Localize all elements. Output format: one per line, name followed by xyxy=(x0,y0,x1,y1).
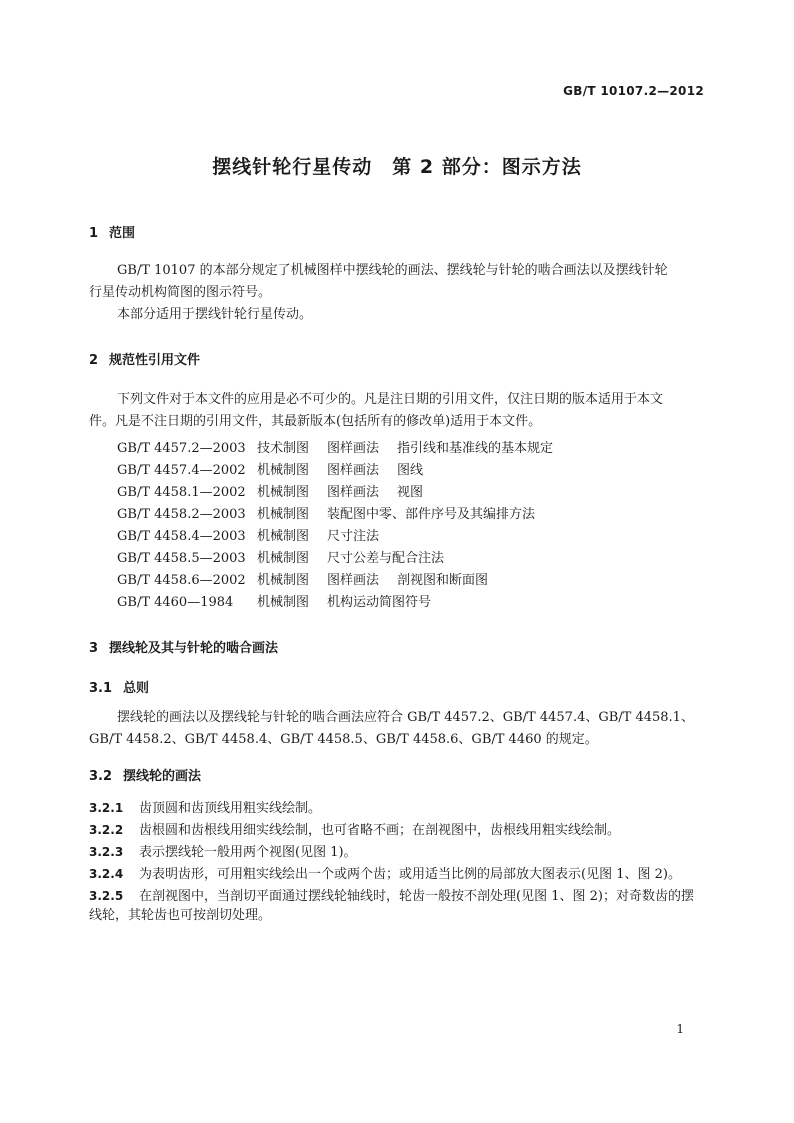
clause-text: 表示摆线轮一般用两个视图(见图 1)。 xyxy=(139,845,357,860)
paragraph-line: 本部分适用于摆线针轮行星传动。 xyxy=(117,307,313,322)
reference-title-part: 技术制图 xyxy=(257,441,310,456)
section-3-1-heading xyxy=(89,677,149,696)
reference-title-part: 机构运动简图符号 xyxy=(327,595,432,610)
reference-item xyxy=(117,547,444,566)
reference-item xyxy=(117,569,488,588)
clause-text: 在剖视图中，当剖切平面通过摆线轮轴线时，轮齿一般按不剖处理(见图 1、图 2)；对奇数齿的摆 xyxy=(139,889,694,904)
reference-item xyxy=(117,525,379,544)
clause-text: 齿根圆和齿根线用细实线绘制，也可省略不画；在剖视图中，齿根线用粗实线绘制。 xyxy=(139,823,621,838)
reference-title-part: 图线 xyxy=(397,463,424,478)
reference-code: GB/T 4458.5—2003 xyxy=(117,551,246,566)
clause-text: 齿顶圆和齿顶线用粗实线绘制。 xyxy=(139,801,322,816)
section-title: 摆线轮及其与针轮的啮合画法 xyxy=(109,641,279,656)
reference-title-part: 机械制图 xyxy=(257,551,310,566)
paragraph-line: 下列文件对于本文件的应用是必不可少的。凡是注日期的引用文件，仅注日期的版本适用于本文 xyxy=(117,392,664,407)
reference-item xyxy=(117,437,553,456)
reference-title-part: 机械制图 xyxy=(257,595,310,610)
clause-number: 3.2.3 xyxy=(89,845,124,859)
clause-3-2-5 xyxy=(89,885,694,904)
reference-title-part: 尺寸注法 xyxy=(327,529,380,544)
reference-title-part: 图样画法 xyxy=(327,573,380,588)
section-title: 规范性引用文件 xyxy=(109,353,201,368)
reference-title-part: 尺寸公差与配合注法 xyxy=(327,551,445,566)
section-3-2-heading xyxy=(89,765,201,784)
section-title: 摆线轮的画法 xyxy=(123,769,202,784)
reference-item xyxy=(117,481,423,500)
section-2-heading xyxy=(89,349,200,368)
paragraph-line: 件。凡是不注日期的引用文件，其最新版本(包括所有的修改单)适用于本文件。 xyxy=(89,414,542,429)
paragraph-line: GB/T 10107 的本部分规定了机械图样中摆线轮的画法、摆线轮与针轮的啮合画法以及摆线针轮 xyxy=(117,263,668,278)
reference-title-part: 机械制图 xyxy=(257,485,310,500)
paragraph-line: 行星传动机构简图的图示符号。 xyxy=(89,285,272,300)
reference-title-part: 图样画法 xyxy=(327,485,380,500)
page-number: 1 xyxy=(676,1022,684,1036)
reference-code: GB/T 4460—1984 xyxy=(117,595,234,610)
reference-code: GB/T 4457.4—2002 xyxy=(117,463,246,478)
clause-number: 3.2.5 xyxy=(89,889,124,903)
clause-3-2-2 xyxy=(89,819,620,838)
reference-code: GB/T 4458.4—2003 xyxy=(117,529,246,544)
reference-title-part: 图样画法 xyxy=(327,441,380,456)
reference-item xyxy=(117,459,423,478)
paragraph-line: GB/T 4458.2、GB/T 4458.4、GB/T 4458.5、GB/T 4458.6、GB/T 4460 的规定。 xyxy=(89,732,598,747)
section-number: 3.2 xyxy=(89,769,113,784)
section-title: 范围 xyxy=(109,226,136,241)
section-number: 1 xyxy=(89,226,99,241)
reference-code: GB/T 4457.2—2003 xyxy=(117,441,246,456)
section-title: 总则 xyxy=(123,681,150,696)
clause-3-2-1 xyxy=(89,797,321,816)
reference-title-part: 剖视图和断面图 xyxy=(397,573,489,588)
clause-text: 为表明齿形，可用粗实线绘出一个或两个齿；或用适当比例的局部放大图表示(见图 1、图 2)。 xyxy=(139,867,681,882)
section-1-heading xyxy=(89,222,135,241)
section-number: 2 xyxy=(89,353,99,368)
paragraph-line: 摆线轮的画法以及摆线轮与针轮的啮合画法应符合 GB/T 4457.2、GB/T 4457.4、GB/T 4458.1、 xyxy=(117,710,694,725)
clause-number: 3.2.4 xyxy=(89,867,124,881)
reference-title-part: 图样画法 xyxy=(327,463,380,478)
section-3-heading xyxy=(89,637,278,656)
reference-title-part: 机械制图 xyxy=(257,463,310,478)
section-number: 3 xyxy=(89,641,99,656)
reference-code: GB/T 4458.1—2002 xyxy=(117,485,246,500)
reference-title-part: 装配图中零、部件序号及其编排方法 xyxy=(327,507,536,522)
paragraph-line: 线轮，其轮齿也可按剖切处理。 xyxy=(89,908,272,923)
reference-code: GB/T 4458.6—2002 xyxy=(117,573,246,588)
clause-number: 3.2.1 xyxy=(89,801,124,815)
reference-title-part: 机械制图 xyxy=(257,573,310,588)
clause-number: 3.2.2 xyxy=(89,823,124,837)
reference-code: GB/T 4458.2—2003 xyxy=(117,507,246,522)
reference-title-part: 机械制图 xyxy=(257,529,310,544)
standard-number: GB/T 10107.2—2012 xyxy=(563,84,704,98)
reference-item xyxy=(117,503,535,522)
clause-3-2-4 xyxy=(89,863,681,882)
clause-3-2-3 xyxy=(89,841,357,860)
reference-title-part: 视图 xyxy=(397,485,424,500)
reference-title-part: 机械制图 xyxy=(257,507,310,522)
section-number: 3.1 xyxy=(89,681,113,696)
document-title: 摆线针轮行星传动 第 2 部分：图示方法 xyxy=(212,156,582,178)
reference-title-part: 指引线和基准线的基本规定 xyxy=(397,441,554,456)
reference-item xyxy=(117,591,431,610)
